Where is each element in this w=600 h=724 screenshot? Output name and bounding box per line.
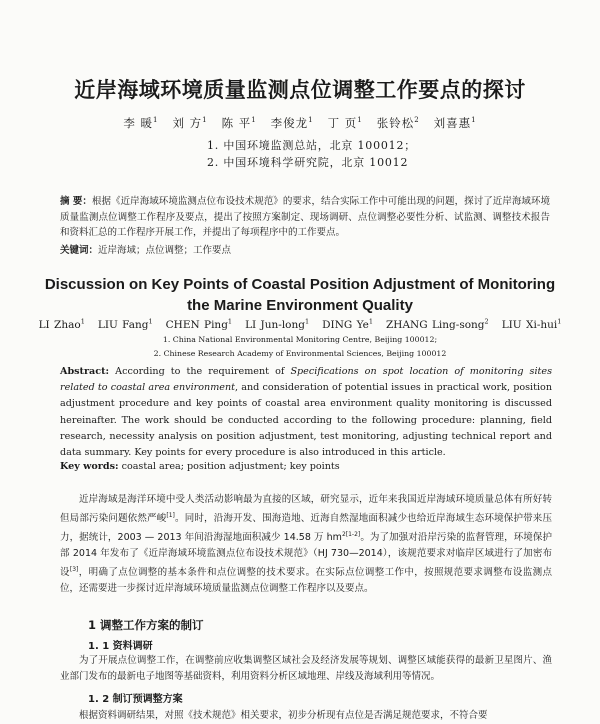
subsection-heading-1-2: 1. 2 制订预调整方案 xyxy=(88,694,183,705)
citation: [1] xyxy=(166,511,175,519)
english-affiliation-2: 2. Chinese Research Academy of Environmental Sciences, Beijing 100012 xyxy=(153,349,447,358)
citation: 2[1-2] xyxy=(341,530,361,538)
author: 丁 页$^1$ xyxy=(327,116,363,130)
author: LI Zhao$^1$ xyxy=(38,317,85,331)
author: 李俊龙$^1$ xyxy=(270,116,314,130)
english-title-line-1: Discussion on Key Points of Coastal Position Adjustment of Monitoring xyxy=(44,276,556,293)
introduction-paragraph: 近岸海域是海洋环境中受人类活动影响最为直接的区域，研究显示，近年来我国近岸海域环境质量总体有所好转但局部污染问题依然严峻[1]。同时，沿海开发、围海造地、近海自然湿地面积减少也给近岸海域生态环境保护带来压力，据统计，2003 — 2013 年间沿海湿地面积减少 14.58 万 $hm^{2[1-2]}$。为了加强对沿岸污染的监督管理，环境保护部 2014 年发布了《近岸海域环境监测点位布设技术规范》（HJ 730—2014），该规范要求对临岸区域进行了加密布设[3]，明确了点位调整的基本条件和点位调整的技术要求。在实际点位调整工作中，按照规范要求调整布设监测点位，还需要进一步探讨近岸海域环境质量监测点位调整工作程序以及要点。 xyxy=(60,494,552,594)
author: LI Jun-long$^1$ xyxy=(245,317,310,331)
keywords-label: 关键词： xyxy=(60,245,99,256)
section-1-2-paragraph: 根据资料调研结果，对照《技术规范》相关要求，初步分析现有点位是否满足规范要求，不符合要 xyxy=(79,710,488,721)
abstract-label: 摘 要： xyxy=(60,196,92,207)
author: 刘喜惠$^1$ xyxy=(433,116,477,130)
chinese-title: 近岸海域环境质量监测点位调整工作要点的探讨 xyxy=(74,78,526,102)
citation: [3] xyxy=(69,565,79,573)
abstract-label: Abstract: xyxy=(60,366,110,377)
cited-standard: Specifications on spot location of monitoring sites related to coastal area environment xyxy=(60,366,552,394)
english-title-line-2: the Marine Environment Quality xyxy=(187,297,413,314)
english-keywords xyxy=(60,461,550,472)
keywords-label: Key words: xyxy=(60,461,119,472)
author: LIU Fang$^1$ xyxy=(97,317,153,331)
author: 张铃松$^2$ xyxy=(376,116,420,130)
english-affiliation-1: 1. China National Environmental Monitoring Centre, Beijing 100012; xyxy=(162,335,438,344)
author: 陈 平$^1$ xyxy=(221,116,257,130)
chinese-keywords xyxy=(60,242,550,256)
keywords-text: coastal area; position adjustment; key points xyxy=(118,461,340,472)
abstract-text: 根据《近岸海域环境监测点位布设技术规范》的要求，结合实际工作中可能出现的问题，探讨了近岸海域环境质量监测点位调整工作程序及要点，提出了按照方案制定、现场调研、点位调整必要性分析、试监测、调整技术报告和资料汇总的工作程序开展工作，并提出了每项程序中的工作要点。 xyxy=(60,196,550,238)
subsection-heading-1-1: 1. 1 资料调研 xyxy=(88,641,153,652)
author: 李 暖$^1$ xyxy=(123,116,159,130)
english-abstract: Abstract: According to the requirement of Specifications on spot location of monitoring sites related to coastal area environment, and consideration of potential issues in practical work, position adjustment procedure and key points of coastal area environment quality monitoring is discussed hereinafter. The work should be conducted according to the following procedure: planning, field research, necessity analysis on position adjustment, test monitoring, adjusting technical report and data summary. Key points for every procedure is also introduced in this article. xyxy=(60,366,552,459)
chinese-abstract xyxy=(60,194,550,241)
chinese-affiliation-1: 1. 中国环境监测总站，北京 100012； xyxy=(207,139,417,152)
section-1-1-paragraph: 为了开展点位调整工作，在调整前应收集调整区域社会及经济发展等规划、调整区域能获得的最新卫星图片、渔业部门发布的最新电子地图等基础资料，利用资料分析区域地理、岸线及海域利用等情况。 xyxy=(60,655,552,682)
author: LIU Xi-hui$^1$ xyxy=(501,317,562,331)
author: ZHANG Ling-song$^2$ xyxy=(386,317,489,331)
keywords-text: 近岸海域；点位调整；工作要点 xyxy=(98,245,232,256)
author: 刘 方$^1$ xyxy=(172,116,208,130)
section-heading-1: 1 调整工作方案的制订 xyxy=(88,618,204,632)
chinese-authors xyxy=(0,115,600,131)
author: DING Ye$^1$ xyxy=(322,317,373,331)
chinese-affiliation-2: 2. 中国环境科学研究院，北京 10012 xyxy=(207,156,409,169)
author: CHEN Ping$^1$ xyxy=(165,317,233,331)
english-authors xyxy=(0,317,600,331)
